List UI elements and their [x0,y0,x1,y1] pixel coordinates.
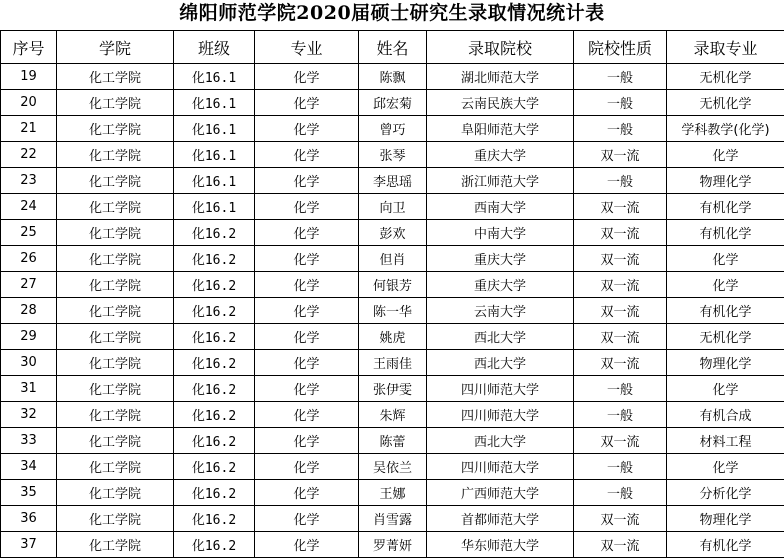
table-row [1,64,784,90]
name-cell: 姚虎 [359,324,427,350]
major-cell: 化学 [255,90,359,116]
school-type-cell: 双一流 [574,194,667,220]
name-cell: 罗菁妍 [359,532,427,558]
school-type-cell: 一般 [574,90,667,116]
admitted-school-cell: 云南民族大学 [427,90,574,116]
table-row [1,402,784,428]
name-cell: 王娜 [359,480,427,506]
table-row [1,90,784,116]
name-cell: 曾巧 [359,116,427,142]
admitted-major-cell: 无机化学 [667,64,784,90]
major-cell: 化学 [255,64,359,90]
major-cell: 化学 [255,350,359,376]
admitted-school-cell: 四川师范大学 [427,454,574,480]
name-cell: 李思瑶 [359,168,427,194]
seq-cell: 26 [1,246,57,272]
school-type-cell: 双一流 [574,220,667,246]
class-cell: 化16.2 [174,506,255,532]
name-cell: 张伊雯 [359,376,427,402]
table-row [1,324,784,350]
major-cell: 化学 [255,246,359,272]
name-cell: 何银芳 [359,272,427,298]
table-row [1,298,784,324]
column-header: 录取院校 [427,31,574,64]
class-cell: 化16.2 [174,350,255,376]
admitted-school-cell: 广西师范大学 [427,480,574,506]
admitted-major-cell: 无机化学 [667,324,784,350]
school-type-cell: 双一流 [574,428,667,454]
table-row [1,142,784,168]
college-cell: 化工学院 [57,298,174,324]
admitted-school-cell: 重庆大学 [427,246,574,272]
school-type-cell: 双一流 [574,142,667,168]
class-cell: 化16.2 [174,246,255,272]
college-cell: 化工学院 [57,532,174,558]
admitted-school-cell: 重庆大学 [427,142,574,168]
seq-cell: 29 [1,324,57,350]
class-cell: 化16.2 [174,402,255,428]
college-cell: 化工学院 [57,506,174,532]
college-cell: 化工学院 [57,454,174,480]
admitted-major-cell: 化学 [667,454,784,480]
admitted-major-cell: 化学 [667,272,784,298]
college-cell: 化工学院 [57,428,174,454]
admitted-major-cell: 有机化学 [667,194,784,220]
admitted-school-cell: 西北大学 [427,428,574,454]
major-cell: 化学 [255,272,359,298]
class-cell: 化16.1 [174,142,255,168]
seq-cell: 28 [1,298,57,324]
college-cell: 化工学院 [57,64,174,90]
school-type-cell: 一般 [574,454,667,480]
name-cell: 但肖 [359,246,427,272]
seq-cell: 27 [1,272,57,298]
column-header: 姓名 [359,31,427,64]
seq-cell: 20 [1,90,57,116]
admitted-major-cell: 学科教学(化学) [667,116,784,142]
name-cell: 吴依兰 [359,454,427,480]
major-cell: 化学 [255,168,359,194]
admitted-major-cell: 化学 [667,376,784,402]
admitted-school-cell: 西北大学 [427,324,574,350]
admitted-major-cell: 有机化学 [667,532,784,558]
admitted-major-cell: 化学 [667,246,784,272]
class-cell: 化16.1 [174,90,255,116]
column-header: 学院 [57,31,174,64]
major-cell: 化学 [255,532,359,558]
major-cell: 化学 [255,506,359,532]
table-row [1,506,784,532]
major-cell: 化学 [255,454,359,480]
school-type-cell: 双一流 [574,272,667,298]
seq-cell: 30 [1,350,57,376]
table-row [1,168,784,194]
admitted-major-cell: 物理化学 [667,350,784,376]
seq-cell: 23 [1,168,57,194]
seq-cell: 31 [1,376,57,402]
major-cell: 化学 [255,402,359,428]
seq-cell: 32 [1,402,57,428]
college-cell: 化工学院 [57,272,174,298]
admitted-school-cell: 浙江师范大学 [427,168,574,194]
admitted-school-cell: 重庆大学 [427,272,574,298]
school-type-cell: 双一流 [574,298,667,324]
major-cell: 化学 [255,376,359,402]
table-row [1,272,784,298]
admitted-school-cell: 四川师范大学 [427,402,574,428]
name-cell: 陈蕾 [359,428,427,454]
admitted-major-cell: 物理化学 [667,506,784,532]
class-cell: 化16.2 [174,376,255,402]
seq-cell: 21 [1,116,57,142]
table-row [1,428,784,454]
major-cell: 化学 [255,194,359,220]
class-cell: 化16.2 [174,272,255,298]
class-cell: 化16.1 [174,64,255,90]
name-cell: 陈一华 [359,298,427,324]
school-type-cell: 一般 [574,480,667,506]
college-cell: 化工学院 [57,168,174,194]
college-cell: 化工学院 [57,246,174,272]
admission-table [0,30,784,558]
name-cell: 朱辉 [359,402,427,428]
admitted-major-cell: 物理化学 [667,168,784,194]
school-type-cell: 双一流 [574,324,667,350]
class-cell: 化16.2 [174,220,255,246]
major-cell: 化学 [255,480,359,506]
major-cell: 化学 [255,324,359,350]
seq-cell: 35 [1,480,57,506]
admitted-school-cell: 西南大学 [427,194,574,220]
table-row [1,350,784,376]
name-cell: 王雨佳 [359,350,427,376]
seq-cell: 24 [1,194,57,220]
table-row [1,480,784,506]
class-cell: 化16.1 [174,168,255,194]
table-row [1,220,784,246]
admitted-school-cell: 四川师范大学 [427,376,574,402]
column-header: 序号 [1,31,57,64]
admitted-major-cell: 无机化学 [667,90,784,116]
name-cell: 张琴 [359,142,427,168]
college-cell: 化工学院 [57,324,174,350]
class-cell: 化16.2 [174,454,255,480]
column-header: 院校性质 [574,31,667,64]
school-type-cell: 一般 [574,376,667,402]
college-cell: 化工学院 [57,116,174,142]
school-type-cell: 一般 [574,64,667,90]
school-type-cell: 双一流 [574,506,667,532]
major-cell: 化学 [255,142,359,168]
school-type-cell: 一般 [574,402,667,428]
admitted-school-cell: 西北大学 [427,350,574,376]
seq-cell: 22 [1,142,57,168]
table-body [1,64,784,558]
class-cell: 化16.1 [174,116,255,142]
column-header: 专业 [255,31,359,64]
major-cell: 化学 [255,298,359,324]
college-cell: 化工学院 [57,480,174,506]
major-cell: 化学 [255,116,359,142]
seq-cell: 37 [1,532,57,558]
admitted-major-cell: 有机化学 [667,298,784,324]
major-cell: 化学 [255,220,359,246]
school-type-cell: 双一流 [574,532,667,558]
college-cell: 化工学院 [57,350,174,376]
name-cell: 肖雪露 [359,506,427,532]
admitted-major-cell: 化学 [667,142,784,168]
school-type-cell: 双一流 [574,350,667,376]
column-header: 班级 [174,31,255,64]
seq-cell: 33 [1,428,57,454]
table-row [1,246,784,272]
seq-cell: 34 [1,454,57,480]
admitted-school-cell: 华东师范大学 [427,532,574,558]
college-cell: 化工学院 [57,90,174,116]
table-row [1,532,784,558]
table-title: 绵阳师范学院2020届硕士研究生录取情况统计表 [179,2,605,24]
table-row [1,116,784,142]
column-header: 录取专业 [667,31,784,64]
seq-cell: 25 [1,220,57,246]
class-cell: 化16.2 [174,480,255,506]
table-row [1,376,784,402]
table-row [1,194,784,220]
admitted-major-cell: 分析化学 [667,480,784,506]
school-type-cell: 一般 [574,168,667,194]
seq-cell: 19 [1,64,57,90]
class-cell: 化16.2 [174,428,255,454]
name-cell: 彭欢 [359,220,427,246]
admitted-major-cell: 材料工程 [667,428,784,454]
seq-cell: 36 [1,506,57,532]
school-type-cell: 双一流 [574,246,667,272]
admitted-school-cell: 中南大学 [427,220,574,246]
admitted-school-cell: 湖北师范大学 [427,64,574,90]
college-cell: 化工学院 [57,376,174,402]
college-cell: 化工学院 [57,220,174,246]
major-cell: 化学 [255,428,359,454]
college-cell: 化工学院 [57,142,174,168]
name-cell: 陈飘 [359,64,427,90]
admitted-major-cell: 有机化学 [667,220,784,246]
admitted-major-cell: 有机合成 [667,402,784,428]
college-cell: 化工学院 [57,194,174,220]
school-type-cell: 一般 [574,116,667,142]
class-cell: 化16.2 [174,532,255,558]
class-cell: 化16.1 [174,194,255,220]
name-cell: 向卫 [359,194,427,220]
college-cell: 化工学院 [57,402,174,428]
class-cell: 化16.2 [174,324,255,350]
class-cell: 化16.2 [174,298,255,324]
header-row [1,31,784,64]
admitted-school-cell: 首都师范大学 [427,506,574,532]
admitted-school-cell: 阜阳师范大学 [427,116,574,142]
table-row [1,454,784,480]
name-cell: 邱宏菊 [359,90,427,116]
admitted-school-cell: 云南大学 [427,298,574,324]
